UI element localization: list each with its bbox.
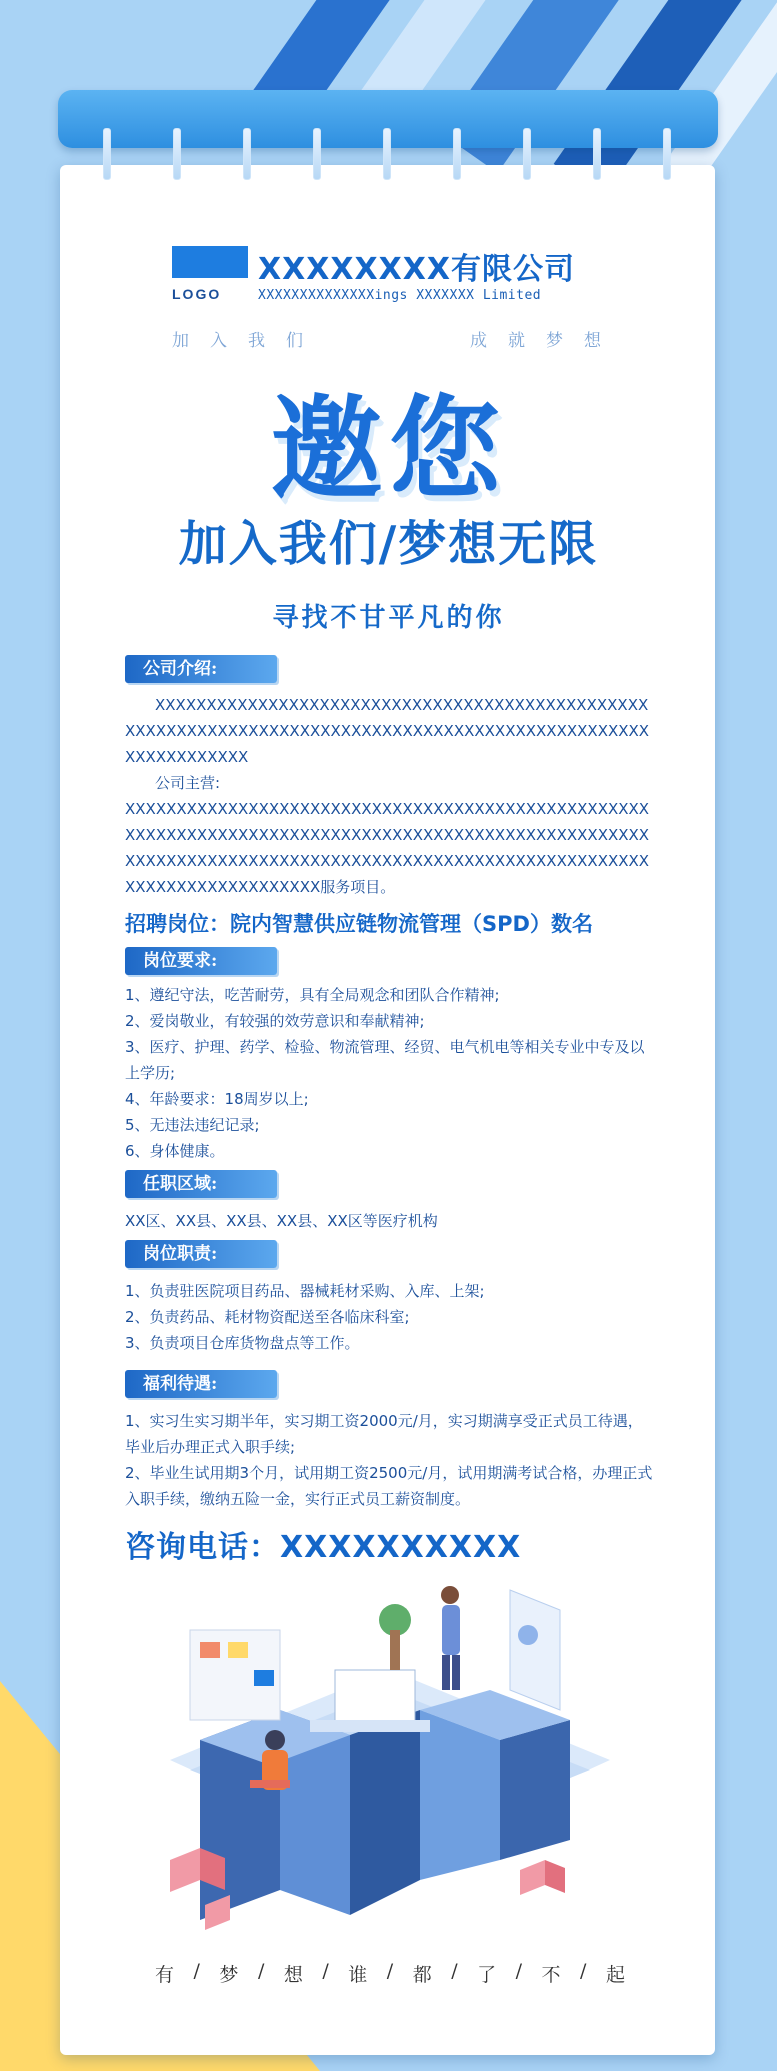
binder-ring xyxy=(173,128,181,180)
binder-ring xyxy=(243,128,251,180)
list-item: 3、医疗、护理、药学、检验、物流管理、经贸、电气机电等相关专业中专及以上学历; xyxy=(125,1038,645,1082)
binder-ring xyxy=(593,128,601,180)
binder-ring xyxy=(313,128,321,180)
list-item: 2、毕业生试用期3个月，试用期工资2500元/月，试用期满考试合格，办理正式入职手续，缴纳五险一金，实行正式员工薪资制度。 xyxy=(125,1464,653,1508)
binder-ring xyxy=(663,128,671,180)
footer-motto: 有 / 梦 / 想 / 谁 / 都 / 了 / 不 / 起 xyxy=(155,1960,625,1986)
office-illustration xyxy=(150,1560,630,1940)
sub-slogan: 寻找不甘平凡的你 xyxy=(272,603,505,633)
area-text: XX区、XX县、XX县、XX县、XX区等医疗机构 xyxy=(125,1212,438,1230)
requirements-list xyxy=(125,982,655,1164)
company-name: XXXXXXXX有限公司 xyxy=(258,252,576,287)
intro-paragraph: XXXXXXXXXXXXXXXXXXXXXXXXXXXXXXXXXXXXXXXXXXXXXXXXXXXXXXXXXXXXXXXXXXXXXXXXXXXXXXXXXXXXXXXXXXXXXXXXXXXXXXXXXXXXXXX xyxy=(125,696,650,766)
binder-ring xyxy=(103,128,111,180)
section-tag-area: 任职区域: xyxy=(125,1170,277,1198)
binder-ring xyxy=(453,128,461,180)
list-item: 6、身体健康。 xyxy=(125,1142,225,1160)
business-label: 公司主营: xyxy=(155,774,221,792)
duties-list xyxy=(125,1278,655,1356)
section-tag-benefits: 福利待遇: xyxy=(125,1370,277,1398)
binder-ring xyxy=(523,128,531,180)
company-name-en: XXXXXXXXXXXXXXings XXXXXXX Limited xyxy=(258,288,542,303)
business-paragraph: XXXXXXXXXXXXXXXXXXXXXXXXXXXXXXXXXXXXXXXXXXXXXXXXXXXXXXXXXXXXXXXXXXXXXXXXXXXXXXXXXXXXXXXXXXXXXXXXXXXXXXXXXXXXXXXXXXXXXXXXXXXXXXXXXXXXXXXXXXXXXXXXXXXXXXXXXXXXXXXXXXXXXXXXXXXX服务项目。 xyxy=(125,800,650,896)
list-item: 1、负责驻医院项目药品、器械耗材采购、入库、上架; xyxy=(125,1282,485,1300)
list-item: 5、无违法违纪记录; xyxy=(125,1116,260,1134)
contact-phone: 咨询电话：XXXXXXXXXX xyxy=(125,1530,522,1565)
list-item: 4、年龄要求：18周岁以上; xyxy=(125,1090,309,1108)
section-tag-intro: 公司介绍: xyxy=(125,655,277,683)
section-tag-requirements: 岗位要求: xyxy=(125,947,277,975)
list-item: 3、负责项目仓库货物盘点等工作。 xyxy=(125,1334,360,1352)
list-item: 2、负责药品、耗材物资配送至各临床科室; xyxy=(125,1308,410,1326)
list-item: 2、爱岗敬业，有较强的效劳意识和奉献精神; xyxy=(125,1012,425,1030)
motto-left: 加 入 我 们 xyxy=(172,331,305,351)
motto-right: 成 就 梦 想 xyxy=(470,331,603,351)
slogan: 加入我们/梦想无限 xyxy=(178,516,599,572)
intro-text xyxy=(125,692,655,900)
section-tag-duties: 岗位职责: xyxy=(125,1240,277,1268)
job-position: 招聘岗位：院内智慧供应链物流管理（SPD）数名 xyxy=(125,912,593,936)
binder-ring xyxy=(383,128,391,180)
headline: 邀您 xyxy=(270,385,507,515)
list-item: 1、实习生实习期半年，实习期工资2000元/月，实习期满享受正式员工待遇，毕业后办理正式入职手续; xyxy=(125,1412,643,1456)
logo-text: LOGO xyxy=(172,286,222,302)
list-item: 1、遵纪守法，吃苦耐劳，具有全局观念和团队合作精神; xyxy=(125,986,500,1004)
benefits-list xyxy=(125,1408,655,1512)
logo-mark xyxy=(172,246,248,278)
